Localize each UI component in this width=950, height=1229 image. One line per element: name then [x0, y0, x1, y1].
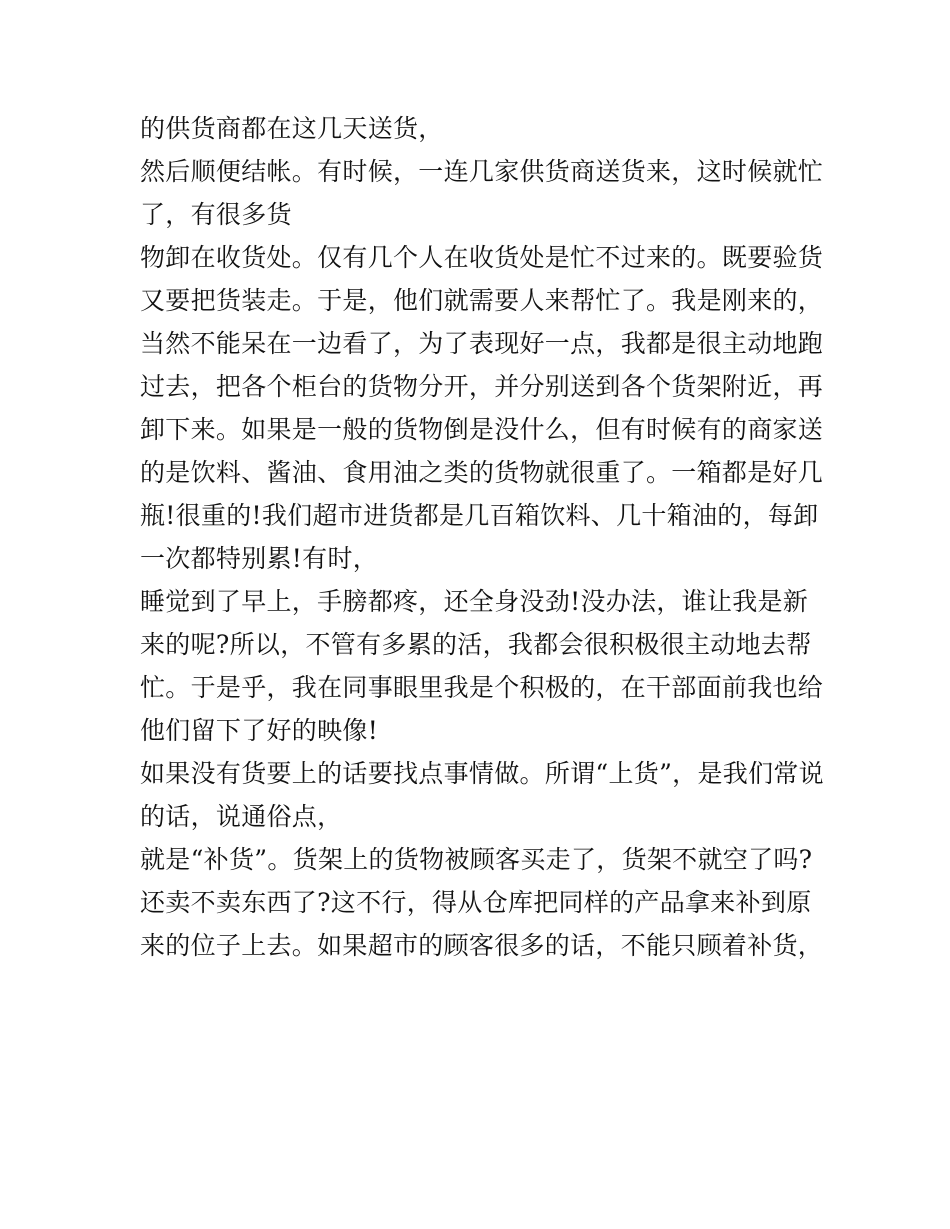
text-line-16: 如果没有货要上的话要找点事情做。所谓“上货”，是我们常说: [140, 759, 824, 788]
text-line-1: 的供货商都在这几天送货，: [140, 114, 444, 143]
text-line-5: 又要把货装走。于是，他们就需要人来帮忙了。我是刚来的，: [140, 286, 824, 315]
text-line-17: 的话，说通俗点，: [140, 802, 343, 831]
text-line-12: 睡觉到了早上，手膀都疼，还全身没劲!没办法，谁让我是新: [140, 587, 809, 616]
text-line-7: 过去，把各个柜台的货物分开，并分别送到各个货架附近，再: [140, 372, 824, 401]
text-line-6: 当然不能呆在一边看了，为了表现好一点，我都是很主动地跑: [140, 329, 824, 358]
text-line-14: 忙。于是乎，我在同事眼里我是个积极的，在干部面前我也给: [140, 673, 824, 702]
text-line-2: 然后顺便结帐。有时候，一连几家供货商送货来，这时候就忙: [140, 157, 824, 186]
text-line-4: 物卸在收货处。仅有几个人在收货处是忙不过来的。既要验货: [140, 243, 824, 272]
text-line-19: 还卖不卖东西了?这不行，得从仓库把同样的产品拿来补到原: [140, 888, 812, 917]
text-line-11: 一次都特别累!有时，: [140, 544, 379, 573]
text-line-3: 了，有很多货: [140, 200, 292, 229]
text-line-20: 来的位子上去。如果超市的顾客很多的话，不能只顾着补货，: [140, 931, 824, 960]
text-line-15: 他们留下了好的映像!: [140, 716, 379, 745]
text-line-13: 来的呢?所以，不管有多累的活，我都会很积极很主动地去帮: [140, 630, 812, 659]
text-line-8: 卸下来。如果是一般的货物倒是没什么，但有时候有的商家送: [140, 415, 824, 444]
body-text: [140, 107, 824, 967]
text-line-9: 的是饮料、酱油、食用油之类的货物就很重了。一箱都是好几: [140, 458, 824, 487]
text-line-10: 瓶!很重的!我们超市进货都是几百箱饮料、几十箱油的，每卸: [140, 501, 819, 530]
text-line-18: 就是“补货”。货架上的货物被顾客买走了，货架不就空了吗?: [140, 845, 813, 874]
